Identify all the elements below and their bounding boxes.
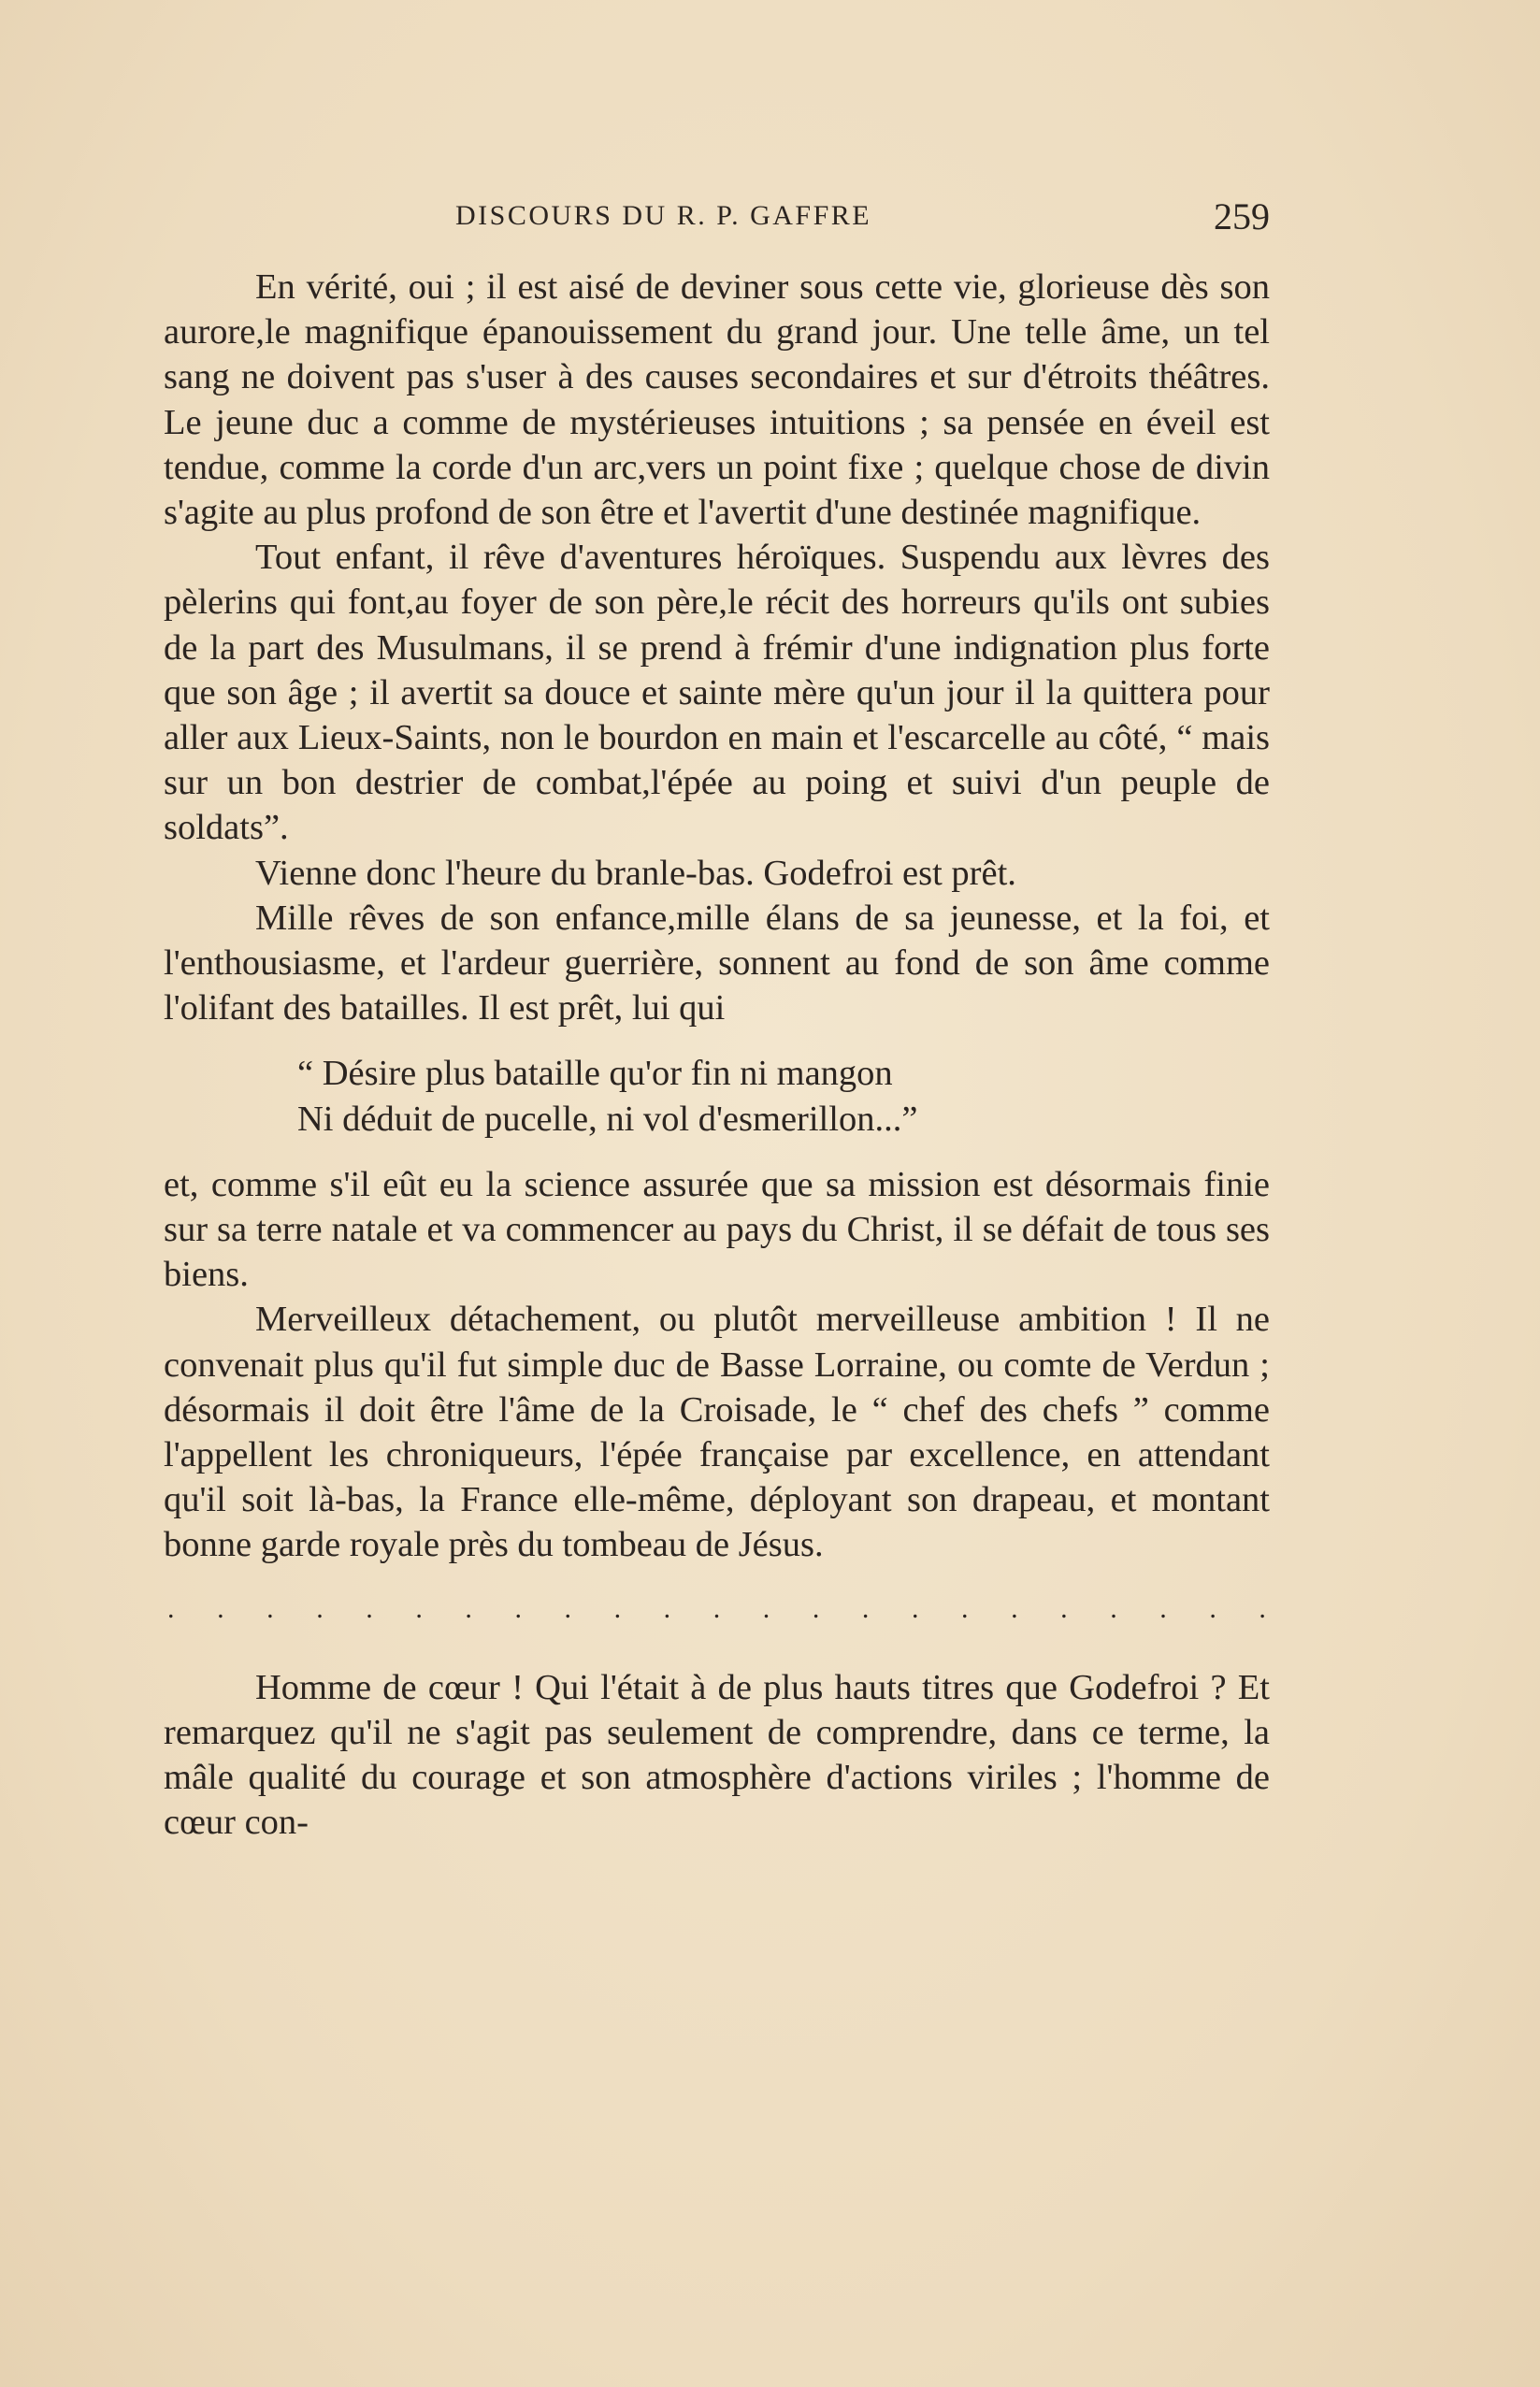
page-header (164, 195, 1270, 254)
verse-line: Ni déduit de pucelle, ni vol d'esmerillon...” (297, 1099, 918, 1139)
paragraph: En vérité, oui ; il est aisé de deviner sous cette vie, glorieuse dès son aurore,le magnifique épanouissement du grand jour. Une telle âme, un tel sang ne doivent pas s'user à des causes secondaires et sur d'étroits théâtres. Le jeune duc a comme de mystérieuses intuitions ; sa pensée en éveil est tendue, comme la corde d'un arc,vers un point fixe ; quelque chose de divin s'agite au plus profond de son être et l'avertit d'une destinée magnifique. (164, 267, 1270, 533)
running-title: DISCOURS DU R. P. GAFFRE (455, 200, 872, 231)
paragraph: Mille rêves de son enfance,mille élans de sa jeunesse, et la foi, et l'enthousiasme, et l'ardeur guerrière, sonnent au fond de son âme comme l'olifant des batailles. Il est prêt, lui qui (164, 898, 1270, 1028)
page-number: 259 (1214, 195, 1270, 237)
paragraph: Homme de cœur ! Qui l'était à de plus hauts titres que Godefroi ? Et remarquez qu'il ne s'agit pas seulement de comprendre, dans ce terme, la mâle qualité du courage et son atmosphère d'actions viriles ; l'homme de cœur con- (164, 1667, 1270, 1843)
paragraph: et, comme s'il eût eu la science assurée que sa mission est désormais finie sur sa terre natale et va commencer au pays du Christ, il se défait de tous ses biens. (164, 1164, 1270, 1295)
paragraph: Vienne donc l'heure du branle-bas. Godefroi est prêt. (255, 853, 1016, 893)
page-body (164, 265, 1270, 1846)
section-break-dots: . . . . . . . . . . . . . . . . . . . . . . . (167, 1592, 1266, 1624)
paragraph: Tout enfant, il rêve d'aventures héroïques. Suspendu aux lèvres des pèlerins qui font,au foyer de son père,le récit des horreurs qu'ils ont subies de la part des Musulmans, il se prend à frémir d'une indignation plus forte que son âge ; il avertit sa douce et sainte mère qu'un jour il la quittera pour aller aux Lieux-Saints, non le bourdon en main et l'escarcelle au côté, “ mais sur un bon destrier de combat,l'épée au poing et suivi d'un peuple de soldats”. (164, 538, 1270, 848)
verse-quotation (297, 1051, 1270, 1141)
paragraph: Merveilleux détachement, ou plutôt merveilleuse ambition ! Il ne convenait plus qu'il fut simple duc de Basse Lorraine, ou comte de Verdun ; désormais il doit être l'âme de la Croisade, le “ chef des chefs ” comme l'appellent les chroniqueurs, l'épée française par excellence, en attendant qu'il soit là-bas, la France elle-même, déployant son drapeau, et montant bonne garde royale près du tombeau de Jésus. (164, 1300, 1270, 1565)
verse-line: “ Désire plus bataille qu'or fin ni mangon (297, 1054, 893, 1094)
